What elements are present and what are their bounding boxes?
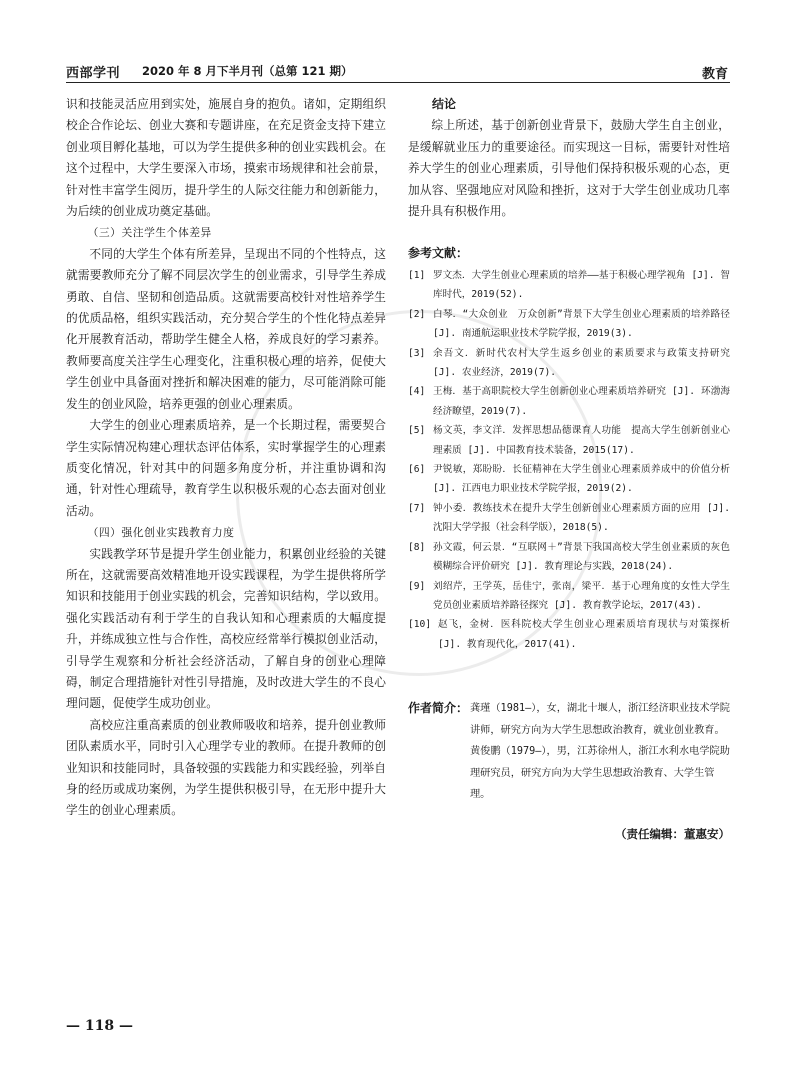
- journal-name: 西部学刊: [66, 66, 121, 81]
- conclusion-heading: 结论: [432, 97, 457, 111]
- author-bio: 黄俊鹏（1979—），男，江苏徐州人，浙江水利水电学院助理研究员，研究方向为大学生思想政治教育、大学生管理。: [470, 746, 730, 801]
- paragraph: 不同的大学生个体有所差异，呈现出不同的个性特点，这就需要教师充分了解不同层次学生的创业需求，引导学生养成勇敢、自信、坚韧和创造品质。这就需要高校针对性培养学生的优质品格，组织实践活动，充分契合学生的个性化特点差异化开展教育活动，帮助学生健全人格，养成良好的学习素养。教师要高度关注学生心理变化，注重积极心理的培养，促使大学生创业中具备面对挫折和解决困难的能力，尽可能消除可能发生的创业风险，培养更强的创业心理素质。: [66, 246, 386, 411]
- subsection-heading: （三）关注学生个体差异: [87, 226, 212, 240]
- author-label: 作者简介：: [408, 701, 469, 715]
- reference-item: [8] 孙文霞，何云景．“互联网＋”背景下我国高校大学生创业素质的灰色模糊综合评价研究 [J]. 教育理论与实践，2018(24).: [408, 541, 730, 573]
- responsible-editor: （责任编辑：董惠安）: [615, 827, 730, 841]
- left-column: [66, 94, 386, 822]
- reference-item: [3] 余吾文．新时代农村大学生返乡创业的素质要求与政策支持研究 [J]. 农业经济，2019(7).: [408, 347, 730, 379]
- reference-item: [4] 王梅．基于高职院校大学生创新创业心理素质培养研究 [J]. 环渤海经济瞭望，2019(7).: [408, 386, 730, 417]
- running-header: [66, 60, 730, 82]
- reference-item: [2] 白琴．“大众创业 万众创新”背景下大学生创业心理素质的培养路径 [J]. 南通航运职业技术学院学报，2019(3).: [408, 308, 730, 340]
- issue-info: 2020 年 8 月下半月刊（总第 121 期）: [142, 64, 353, 78]
- reference-item: [10] 赵飞，金树．医科院校大学生创业心理素质培育现状与对策探析 [J]. 教育现代化，2017(41).: [408, 619, 730, 650]
- paragraph: 高校应注重高素质的创业教师吸收和培养，提升创业教师团队素质水平，同时引入心理学专业的教师。在提升教师的创业知识和技能同时，具备较强的实践能力和实践经验，列举自身的经历或成功案例，为学生提供积极引导，在无形中提升大学生的创业心理素质。: [66, 717, 386, 818]
- references-list: [408, 266, 730, 654]
- reference-item: [9] 刘绍芹，王学英，岳佳宁，张南，梁平．基于心理角度的女性大学生党员创业素质培养路径探究 [J]. 教育教学论坛，2017(43).: [408, 580, 730, 611]
- reference-item: [7] 钟小委．教练技术在提升大学生创新创业心理素质方面的应用 [J]. 沈阳大学学报（社会科学版），2018(5).: [408, 502, 730, 534]
- paragraph: 实践教学环节是提升学生创业能力，积累创业经验的关键所在，这就需要高效精准地开设实践课程，为学生提供将所学知识和技能用于创业实践的机会，完善知识结构，学以致用。强化实践活动有利于学生的自我认知和心理素质的大幅度提升，并练成独立性与合作性，高校应经常举行模拟创业活动，引导学生观察和分析社会经济活动，了解自身的创业心理障碍，制定合理措施针对性引导措施，及时改进大学生的不良心理问题，促使学生成功创业。: [66, 546, 386, 711]
- author-bio: 龚瑾（1981—），女，湖北十堰人，浙江经济职业技术学院讲师，研究方向为大学生思想政治教育，就业创业教育。: [470, 703, 730, 736]
- section-name: 教育: [701, 67, 728, 82]
- paragraph: 大学生的创业心理素质培养，是一个长期过程，需要契合学生实际情况构建心理状态评估体系，实时掌握学生的心理素质变化情况，针对其中的问题多角度分析，并注重协调和沟通，针对性心理疏导，教育学生以积极乐观的心态去面对创业活动。: [66, 418, 386, 518]
- references-heading: 参考文献：: [408, 246, 469, 260]
- subsection-heading: （四）强化创业实践教育力度: [87, 526, 235, 540]
- reference-item: [1] 罗文杰．大学生创业心理素质的培养——基于积极心理学视角 [J]. 智库时代，2019(52).: [408, 270, 730, 301]
- conclusion-paragraph: 综上所述，基于创新创业背景下，鼓励大学生自主创业，是缓解就业压力的重要途径。而实现这一目标，需要针对性培养大学生的创业心理素质，引导他们保持积极乐观的心态，更加从容、坚强地应对风险和挫折，这对于大学生创业成功几率提升具有积极作用。: [408, 118, 730, 219]
- reference-item: [5] 杨文英，李文洋．发挥思想品德课育人功能 提高大学生创新创业心理素质 [J]. 中国教育技术装备，2015(17).: [408, 425, 730, 456]
- paragraph: 识和技能灵活应用到实处，施展自身的抱负。诸如，定期组织校企合作论坛、创业大赛和专题讲座，在充足资金支持下建立创业项目孵化基地，可以为学生提供多种的创业实践机会。在这个过程中，大学生要深入市场，摸索市场规律和社会前景，针对性丰富学生阅历，提升学生的人际交往能力和创新能力，为后续的创业成功奠定基础。: [66, 97, 386, 219]
- page-number: — 118 —: [66, 1018, 133, 1034]
- author-info: [408, 698, 730, 806]
- right-column: [408, 94, 730, 222]
- reference-item: [6] 尹锐敏，郑盼盼．长征精神在大学生创业心理素质养成中的价值分析 [J]. 江西电力职业技术学院学报，2019(2).: [408, 464, 730, 495]
- header-rule: [66, 82, 730, 83]
